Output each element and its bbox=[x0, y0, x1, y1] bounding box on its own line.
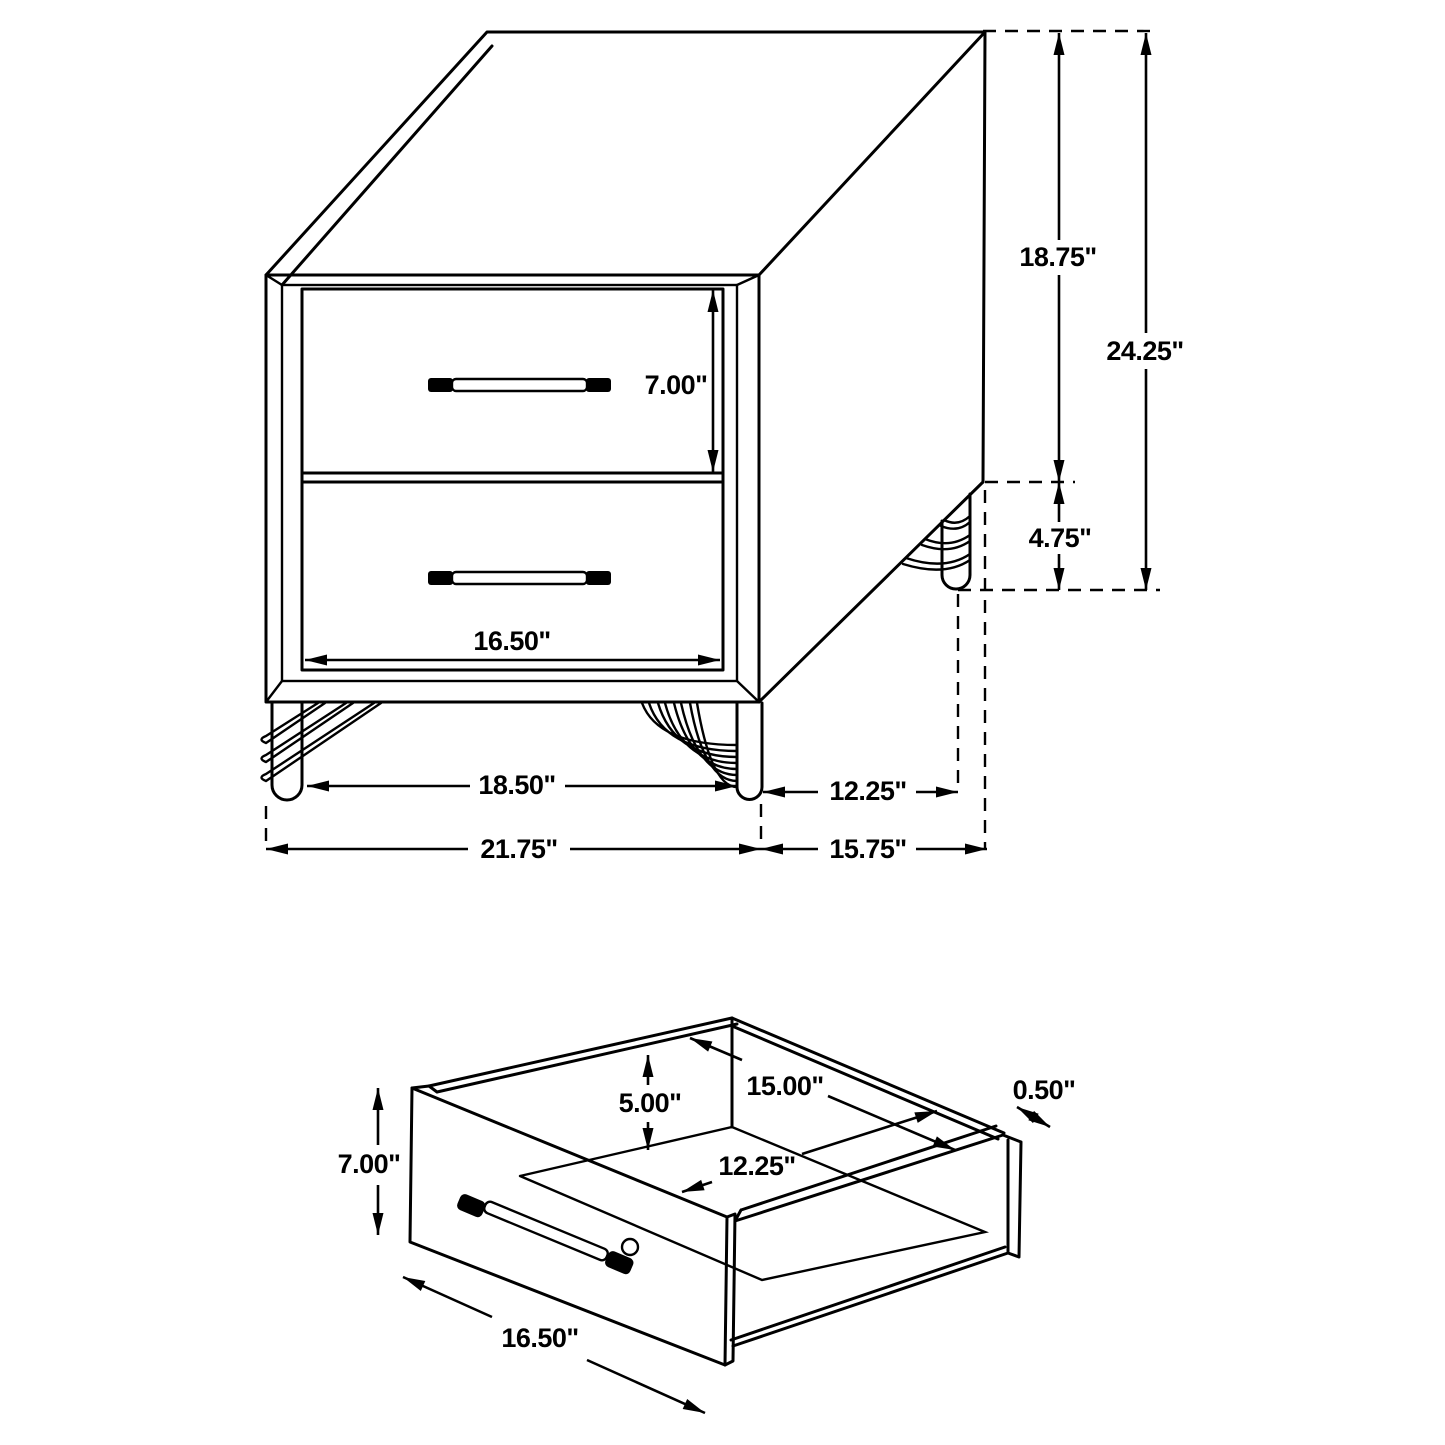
dim-front-width-label: 16.50" bbox=[501, 1323, 579, 1353]
dim-drawer-front-height-label: 7.00" bbox=[337, 1149, 401, 1179]
dim-overall-width-label: 21.75" bbox=[480, 834, 558, 864]
dim-front-leg-spacing-label: 18.50" bbox=[478, 770, 556, 800]
dim-drawer-width-label: 16.50" bbox=[473, 626, 551, 656]
dim-interior-height-label: 5.00" bbox=[618, 1088, 682, 1118]
dim-leg-height-label: 4.75" bbox=[1028, 523, 1092, 553]
dim-overall-depth-label: 15.75" bbox=[829, 834, 907, 864]
dim-drawer-front-height-label: 7.00" bbox=[644, 370, 708, 400]
dim-upper-height-label: 18.75" bbox=[1019, 242, 1097, 272]
dim-panel-thickness-label: 0.50" bbox=[1012, 1075, 1076, 1105]
dim-interior-depth-label: 12.25" bbox=[718, 1151, 796, 1181]
dim-overall-height-label: 24.25" bbox=[1106, 336, 1184, 366]
dim-interior-width-label: 15.00" bbox=[746, 1071, 824, 1101]
dim-side-leg-spacing-label: 12.25" bbox=[829, 776, 907, 806]
